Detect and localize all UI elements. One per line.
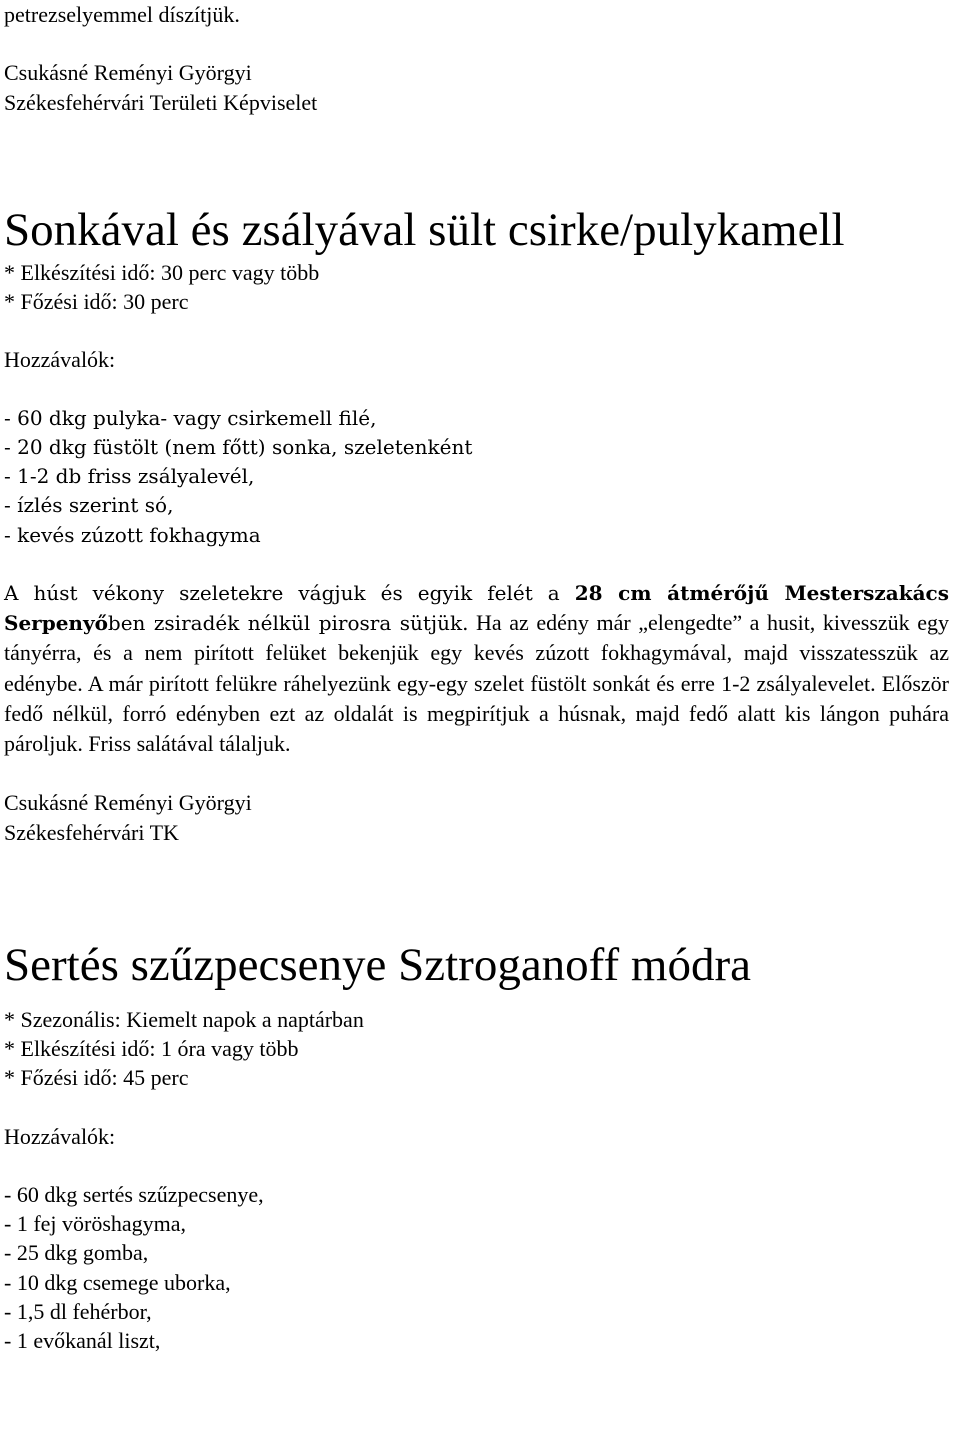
- ingredients-heading: Hozzávalók:: [4, 347, 116, 373]
- list-item: - 20 dkg füstölt (nem főtt) sonka, szeletenként: [4, 434, 473, 459]
- recipe-title: Sonkával és zsályával sült csirke/pulykamell: [4, 203, 845, 256]
- list-item: - kevés zúzott fokhagyma: [4, 522, 261, 547]
- cook-time: * Főzési idő: 45 perc: [4, 1065, 189, 1091]
- list-item: - 10 dkg csemege uborka,: [4, 1269, 231, 1295]
- prep-time: * Elkészítési idő: 30 perc vagy több: [4, 259, 320, 285]
- author-name: Csukásné Reményi Györgyi: [4, 60, 252, 86]
- list-item: - 60 dkg sertés szűzpecsenye,: [4, 1181, 264, 1207]
- prep-time: * Elkészítési idő: 1 óra vagy több: [4, 1036, 299, 1061]
- list-item: - 1 fej vöröshagyma,: [4, 1211, 187, 1237]
- list-item: - 1,5 dl fehérbor,: [4, 1298, 152, 1324]
- cook-time: * Főzési idő: 30 perc: [4, 289, 189, 314]
- previous-recipe-ending: petrezselyemmel díszítjük.: [4, 2, 240, 27]
- ingredients-heading: Hozzávalók:: [4, 1123, 116, 1149]
- seasonal-info: * Szezonális: Kiemelt napok a naptárban: [4, 1006, 364, 1032]
- list-item: - 60 dkg pulyka- vagy csirkemell filé,: [4, 405, 377, 430]
- list-item: - ízlés szerint só,: [4, 493, 174, 518]
- recipe-title: Sertés szűzpecsenye Sztroganoff módra: [4, 938, 751, 991]
- author-office: Székesfehérvári Területi Képviselet: [4, 89, 318, 115]
- product-name: 28 cm átmérőjű Mesterszakács Serpenyő: [4, 580, 949, 636]
- list-item: - 25 dkg gomba,: [4, 1240, 149, 1266]
- recipe-method: A húst vékony szeletekre vágjuk és egyik felét a 28 cm átmérőjű Mesterszakács Serpenyőben zsiradék nélkül pirosra sütjük. Ha az edény már „elengedte” a husit, kivesszük egy tányérra, és a nem pirított felüket bekenjük egy kevés zúzott fokhagymával, majd visszatesszük az edénybe. A már pirított felükre ráhelyezünk egy-egy szelet füstölt sonkát és erre 1-2 zsályalevelet. Először fedő nélkül, forró edényben ezt az oldalát is megpirítjuk a húsnak, majd fedő alatt kis lángon puhára pároljuk. Friss salátával tálaljuk.: [4, 580, 950, 756]
- signature-name: Csukásné Reményi Györgyi: [4, 790, 252, 816]
- list-item: - 1-2 db friss zsályalevél,: [4, 464, 255, 489]
- signature-office: Székesfehérvári TK: [4, 819, 179, 845]
- ingredients-list: [4, 1180, 958, 1355]
- ingredients-list: [4, 404, 958, 550]
- list-item: - 1 evőkanál liszt,: [4, 1328, 161, 1353]
